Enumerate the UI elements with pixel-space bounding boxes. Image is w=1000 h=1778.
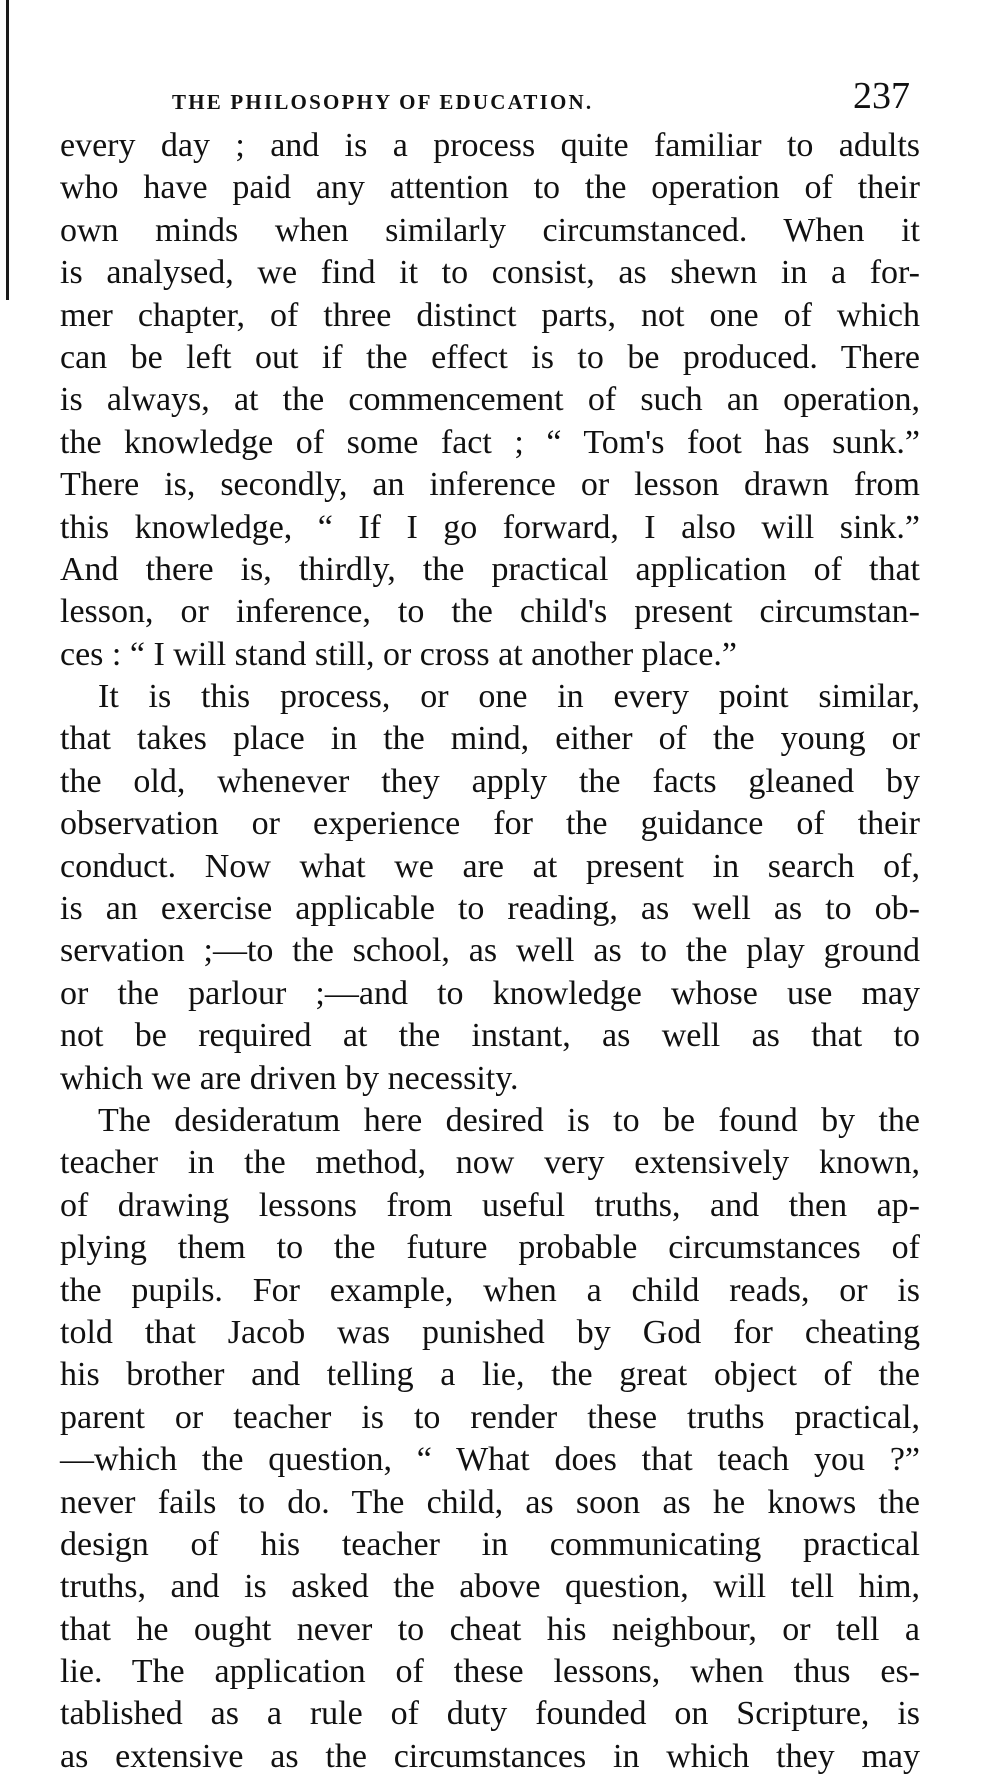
text-line: And there is, thirdly, the practical application of that [60,550,920,588]
paragraph-2 [60,676,920,1100]
text-line: that he ought never to cheat his neighbour, or tell a [60,1610,920,1648]
book-page [60,60,920,1778]
text-line: not be required at the instant, as well as that to [60,1017,920,1055]
text-line: ces : “ I will stand still, or cross at another place.” [60,635,737,673]
text-line: lesson, or inference, to the child's present circumstan- [60,593,920,631]
text-line: teacher in the method, now very extensively known, [60,1144,920,1182]
text-line: or the parlour ;—and to knowledge whose use may [60,974,920,1012]
text-line: that takes place in the mind, either of the young or [60,720,920,758]
text-line: The desideratum here desired is to be found by the [98,1101,920,1139]
text-line: observation or experience for the guidance of their [60,805,920,843]
text-line: which we are driven by necessity. [60,1059,519,1097]
text-line: is always, at the commencement of such an operation, [60,381,920,419]
text-line: told that Jacob was punished by God for cheating [60,1313,920,1351]
text-line: every day ; and is a process quite familiar to adults [60,127,920,164]
text-line: own minds when similarly circumstanced. When it [60,211,920,249]
text-line: truths, and is asked the above question, will tell him, [60,1568,920,1606]
text-line: is an exercise applicable to reading, as well as to ob- [60,890,920,928]
text-line: parent or teacher is to render these truths practical, [60,1398,920,1436]
text-line: can be left out if the effect is to be produced. There [60,338,920,376]
text-line: mer chapter, of three distinct parts, not one of which [60,296,920,334]
paragraph-1 [60,125,920,676]
text-line: the pupils. For example, when a child reads, or is [60,1271,920,1309]
text-line: the old, whenever they apply the facts gleaned by [60,762,920,800]
paragraph-3 [60,1100,920,1778]
text-line: It is this process, or one in every point similar, [98,678,920,716]
text-line: never fails to do. The child, as soon as he knows the [60,1483,920,1521]
text-line: who have paid any attention to the operation of their [60,169,920,207]
text-line: lie. The application of these lessons, when thus es- [60,1653,920,1691]
body-text [60,125,920,1778]
page-number: 237 [853,75,910,117]
text-line: —which the question, “ What does that teach you ?” [60,1441,920,1479]
text-line: the knowledge of some fact ; “ Tom's foot has sunk.” [60,423,920,461]
text-line: design of his teacher in communicating practical [60,1525,920,1563]
page-edge-rule [6,0,9,300]
text-line: servation ;—to the school, as well as to the play ground [60,932,920,970]
text-line: plying them to the future probable circumstances of [60,1229,920,1267]
text-line: tablished as a rule of duty founded on Scripture, is [60,1695,920,1733]
text-line: as extensive as the circumstances in which they may [60,1737,920,1775]
running-title: THE PHILOSOPHY OF EDUCATION. [172,90,594,114]
text-line: There is, secondly, an inference or lesson drawn from [60,466,920,504]
text-line: conduct. Now what we are at present in search of, [60,847,920,885]
text-line: this knowledge, “ If I go forward, I also will sink.” [60,508,920,546]
text-line: his brother and telling a lie, the great object of the [60,1356,920,1394]
text-line: is analysed, we find it to consist, as shewn in a for- [60,254,920,292]
page-header [60,60,920,120]
text-line: of drawing lessons from useful truths, and then ap- [60,1186,920,1224]
